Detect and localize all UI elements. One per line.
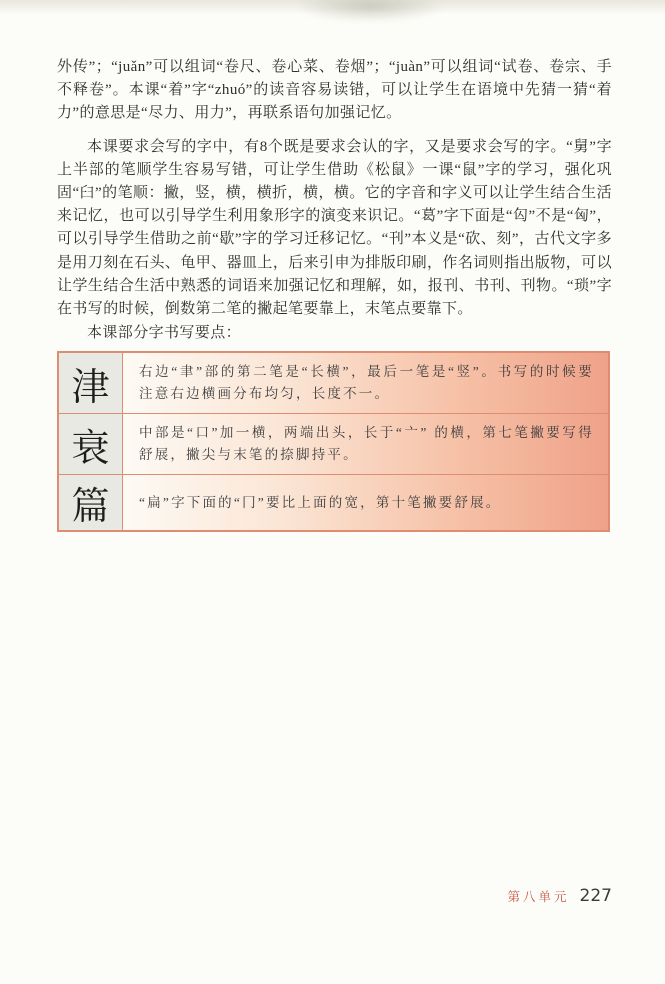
page-number: 227 bbox=[579, 886, 612, 906]
table-row bbox=[59, 353, 608, 414]
character-note: 中部是“口”加一横，两端出头，长于“亠” 的横，第七笔撇要写得舒展，撇尖与末笔的捺脚持平。 bbox=[123, 414, 608, 474]
paragraph-character-writing: 本课要求会写的字中，有8个既是要求会认的字，又是要求会写的字。“舅”字上半部的笔顺学生容易写错，可让学生借助《松鼠》一课“鼠”字的学习，强化巩固“臼”的笔顺：撇，竖，横，横折，横，横。它的字音和字义可以让学生结合生活来记忆，也可以引导学生利用象形字的演变来识记。“葛”字下面是“匃”不是“匈”，可以引导学生借助之前“歇”字的学习迁移记忆。“刊”本义是“砍、刻”，古代文字多是用刀刻在石头、龟甲、器皿上，后来引申为排版印刷，作名词则指出版物，可以让学生结合生活中熟悉的词语来加强记忆和理解，如，报刊、书刊、刊物。“琐”字在书写的时候，倒数第二笔的撇起笔要靠上，末笔点要靠下。 bbox=[57, 138, 612, 318]
character-glyph-shuai: 衰 bbox=[59, 414, 123, 474]
scan-smudge bbox=[295, 0, 445, 22]
character-glyph-pian: 篇 bbox=[59, 475, 123, 530]
character-glyph-jin: 津 bbox=[59, 353, 123, 413]
text-block bbox=[57, 56, 612, 532]
unit-label: 第八单元 bbox=[507, 890, 570, 904]
table-row bbox=[59, 414, 608, 475]
paragraph-pronunciation-continued: 外传”；“juǎn”可以组词“卷尺、卷心菜、卷烟”；“juàn”可以组词“试卷、卷宗、手不释卷”。本课“着”字“zhuó”的读音容易读错，可以让学生在语境中先猜一猜“着力”的意思是“尽力、用力”，再联系语句加强记忆。 bbox=[57, 59, 612, 122]
scan-edge-shading bbox=[0, 0, 665, 14]
writing-points-heading: 本课部分字书写要点： bbox=[87, 325, 242, 342]
writing-points-table bbox=[57, 351, 610, 532]
page-footer bbox=[508, 886, 612, 906]
character-note: “扁”字下面的“冂”要比上面的宽，第十笔撇要舒展。 bbox=[123, 475, 608, 530]
character-note: 右边“聿”部的第二笔是“长横”，最后一笔是“竖”。书写的时候要注意右边横画分布均匀，长度不一。 bbox=[123, 353, 608, 413]
table-row bbox=[59, 475, 608, 530]
